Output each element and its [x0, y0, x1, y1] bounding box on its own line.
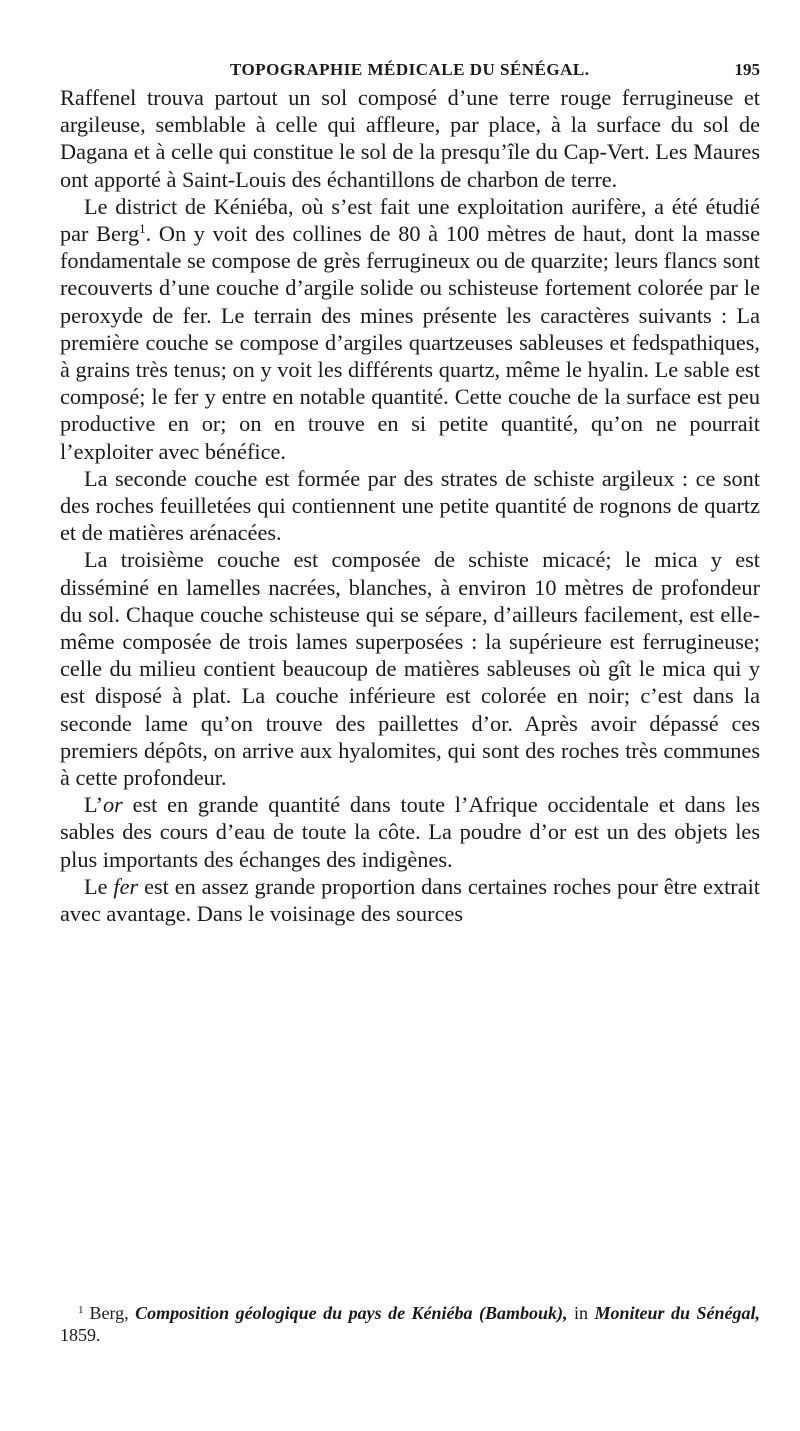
footnote-year: 1859.: [60, 1325, 101, 1345]
footnote-number: 1: [78, 1304, 84, 1316]
body-text: [60, 84, 760, 927]
paragraph-6: [60, 873, 760, 927]
paragraph-3: [60, 465, 760, 547]
paragraph-2-text-end: . On y voit des collines de 80 à 100 mètres de haut, dont la masse fondamentale se compose de grès ferrugineux ou de quarzite; leurs flancs sont recouverts d’une couche d’argile solide ou schisteuse fortement colorée par le peroxyde de fer. Le terrain des mines présente les caractères suivants : La première couche se compose d’argiles quartzeuses sableuses et fedspathiques, à grains très tenus; on y voit les différents quartz, même le hyalin. Le sable est composé; le fer y entre en notable quantité. Cette couche de la surface est peu productive en or; on en trouve en si petite quantité, qu’on ne pourrait l’exploiter avec bénéfice.: [60, 221, 760, 464]
footnote-reference: 1: [139, 221, 146, 237]
footnote-in: in: [574, 1303, 589, 1323]
running-title: TOPOGRAPHIE MÉDICALE DU SÉNÉGAL.: [230, 60, 590, 79]
paragraph-4: [60, 546, 760, 791]
paragraph-5-emphasis: or: [103, 792, 123, 818]
paragraph-6-lead: Le: [84, 873, 114, 899]
paragraph-2: [60, 193, 760, 465]
footnote-author: Berg,: [89, 1303, 129, 1323]
paragraph-1-text: Raffenel trouva partout un sol composé d’une terre rouge ferrugineuse et argileuse, semblable à celle qui affleure, par place, à la surface du sol de Dagana et à celle qui constitue le sol de la presqu’île du Cap-Vert. Les Maures ont apporté à Saint-Louis des échantillons de charbon de terre.: [60, 85, 760, 192]
paragraph-5-lead: L’: [84, 792, 103, 818]
paragraph-6-emphasis: fer: [113, 873, 139, 899]
paragraph-1: [60, 84, 760, 193]
paragraph-4-text: La troisième couche est composée de schiste micacé; le mica y est disséminé en lamelles nacrées, blanches, à environ 10 mètres de profondeur du sol. Chaque couche schisteuse qui se sépare, d’ailleurs facilement, est elle-même composée de trois lames superposées : la supérieure est ferrugineuse; celle du milieu contient beaucoup de matières sableuses où gît le mica qui y est disposé à plat. La couche inférieure est colorée en noir; c’est dans la seconde lame qu’on trouve des paillettes d’or. Après avoir dépassé ces premiers dépôts, on arrive aux hyalomites, qui sont des roches très communes à cette profondeur.: [60, 547, 760, 791]
paragraph-5: [60, 791, 760, 873]
page-number: 195: [734, 60, 760, 79]
footnote: [60, 1302, 760, 1346]
footnote-title: Composition géologique du pays de Kéniéba (Bambouk),: [135, 1303, 568, 1323]
paragraph-6-text: est en assez grande proportion dans certaines roches pour être extrait avec avantage. Dans le voisinage des sources: [60, 873, 760, 927]
footnote-source: Moniteur du Sénégal,: [594, 1303, 761, 1323]
paragraph-2-text-start: Le district de Kéniéba, où s’est fait une exploitation aurifère, a été étudié par Berg: [60, 193, 760, 247]
paragraph-5-text: est en grande quantité dans toute l’Afrique occidentale et dans les sables des cours d’eau de toute la côte. La poudre d’or est un des objets les plus importants des échanges des indigènes.: [60, 792, 760, 872]
paragraph-3-text: La seconde couche est formée par des strates de schiste argileux : ce sont des roches feuilletées qui contiennent une petite quantité de rognons de quartz et de matières arénacées.: [60, 465, 760, 546]
